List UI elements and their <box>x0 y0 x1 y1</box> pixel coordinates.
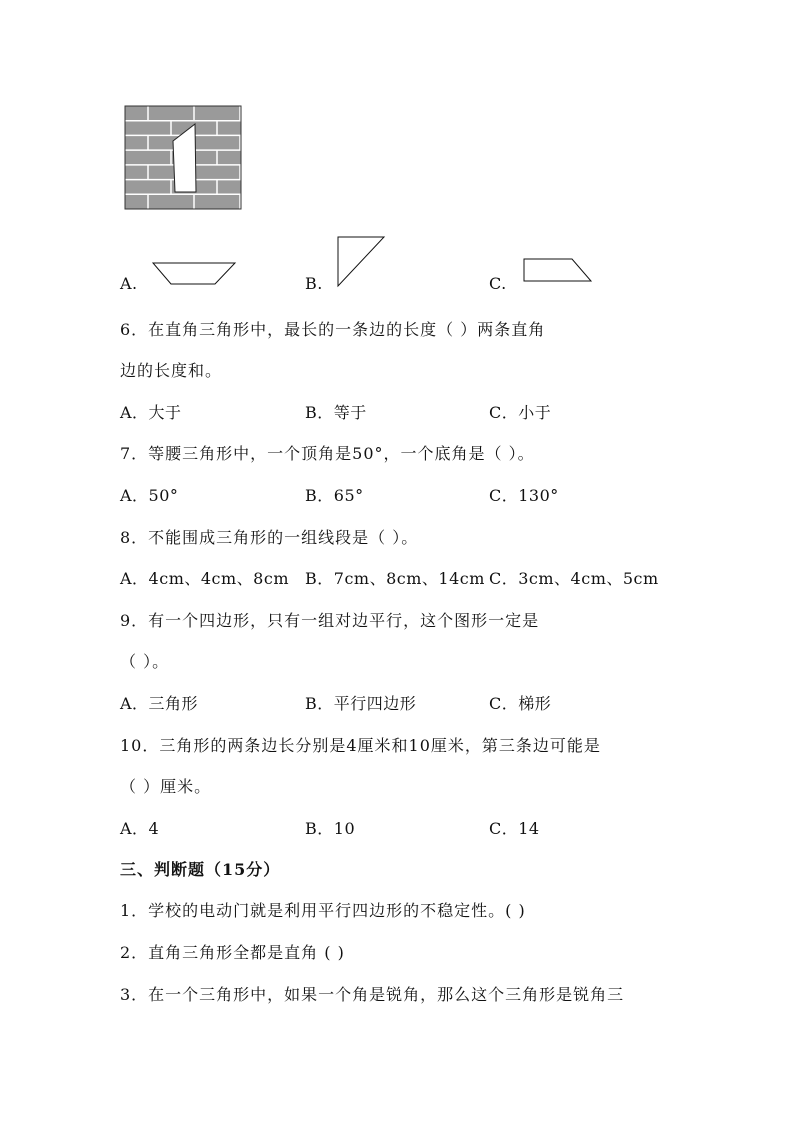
q7-option-b: B．65° <box>305 486 364 505</box>
q6-question-line2: 边的长度和。 <box>120 361 223 380</box>
q5-option-b-label: B. <box>305 274 323 293</box>
judgment-item-2: 2．直角三角形全都是直角 ( ) <box>120 943 345 962</box>
q10-question-line2: （ ）厘米。 <box>120 777 212 796</box>
right-trapezoid-shape <box>522 258 594 284</box>
q8-option-a: A．4cm、4cm、8cm <box>120 569 289 588</box>
judgment-item-3: 3．在一个三角形中，如果一个角是锐角，那么这个三角形是锐角三 <box>120 985 625 1004</box>
q9-question-line2: （ ）。 <box>120 652 170 671</box>
q9-question-line1: 9．有一个四边形，只有一组对边平行，这个图形一定是 <box>120 611 540 630</box>
q10-option-c: C．14 <box>489 819 540 838</box>
q8-option-b: B．7cm、8cm、14cm <box>305 569 485 588</box>
q8-option-c: C．3cm、4cm、5cm <box>489 569 659 588</box>
trapezoid-shape <box>152 262 236 286</box>
brick-wall-figure <box>125 106 241 209</box>
q10-question-line1: 10．三角形的两条边长分别是4厘米和10厘米，第三条边可能是 <box>120 736 601 755</box>
q9-option-c: C．梯形 <box>489 694 552 713</box>
q6-question-line1: 6．在直角三角形中，最长的一条边的长度（ ）两条直角 <box>120 320 546 339</box>
right-triangle-shape <box>336 236 386 288</box>
q10-option-b: B．10 <box>305 819 356 838</box>
q7-option-a: A．50° <box>120 486 179 505</box>
q9-option-a: A．三角形 <box>120 694 199 713</box>
q6-option-c: C．小于 <box>489 403 552 422</box>
q6-option-a: A．大于 <box>120 403 182 422</box>
q8-question-line1: 8．不能围成三角形的一组线段是（ ）。 <box>120 528 419 547</box>
q5-option-c-label: C. <box>489 274 507 293</box>
q7-question-line1: 7．等腰三角形中，一个顶角是50°，一个底角是（ ）。 <box>120 444 535 463</box>
q6-option-b: B．等于 <box>305 403 367 422</box>
section-heading-judgment: 三、判断题（15分） <box>120 860 281 879</box>
q10-option-a: A．4 <box>120 819 160 838</box>
q7-option-c: C．130° <box>489 486 559 505</box>
q9-option-b: B．平行四边形 <box>305 694 417 713</box>
judgment-item-1: 1．学校的电动门就是利用平行四边形的不稳定性。( ) <box>120 901 526 920</box>
q5-option-a-label: A. <box>120 274 138 293</box>
